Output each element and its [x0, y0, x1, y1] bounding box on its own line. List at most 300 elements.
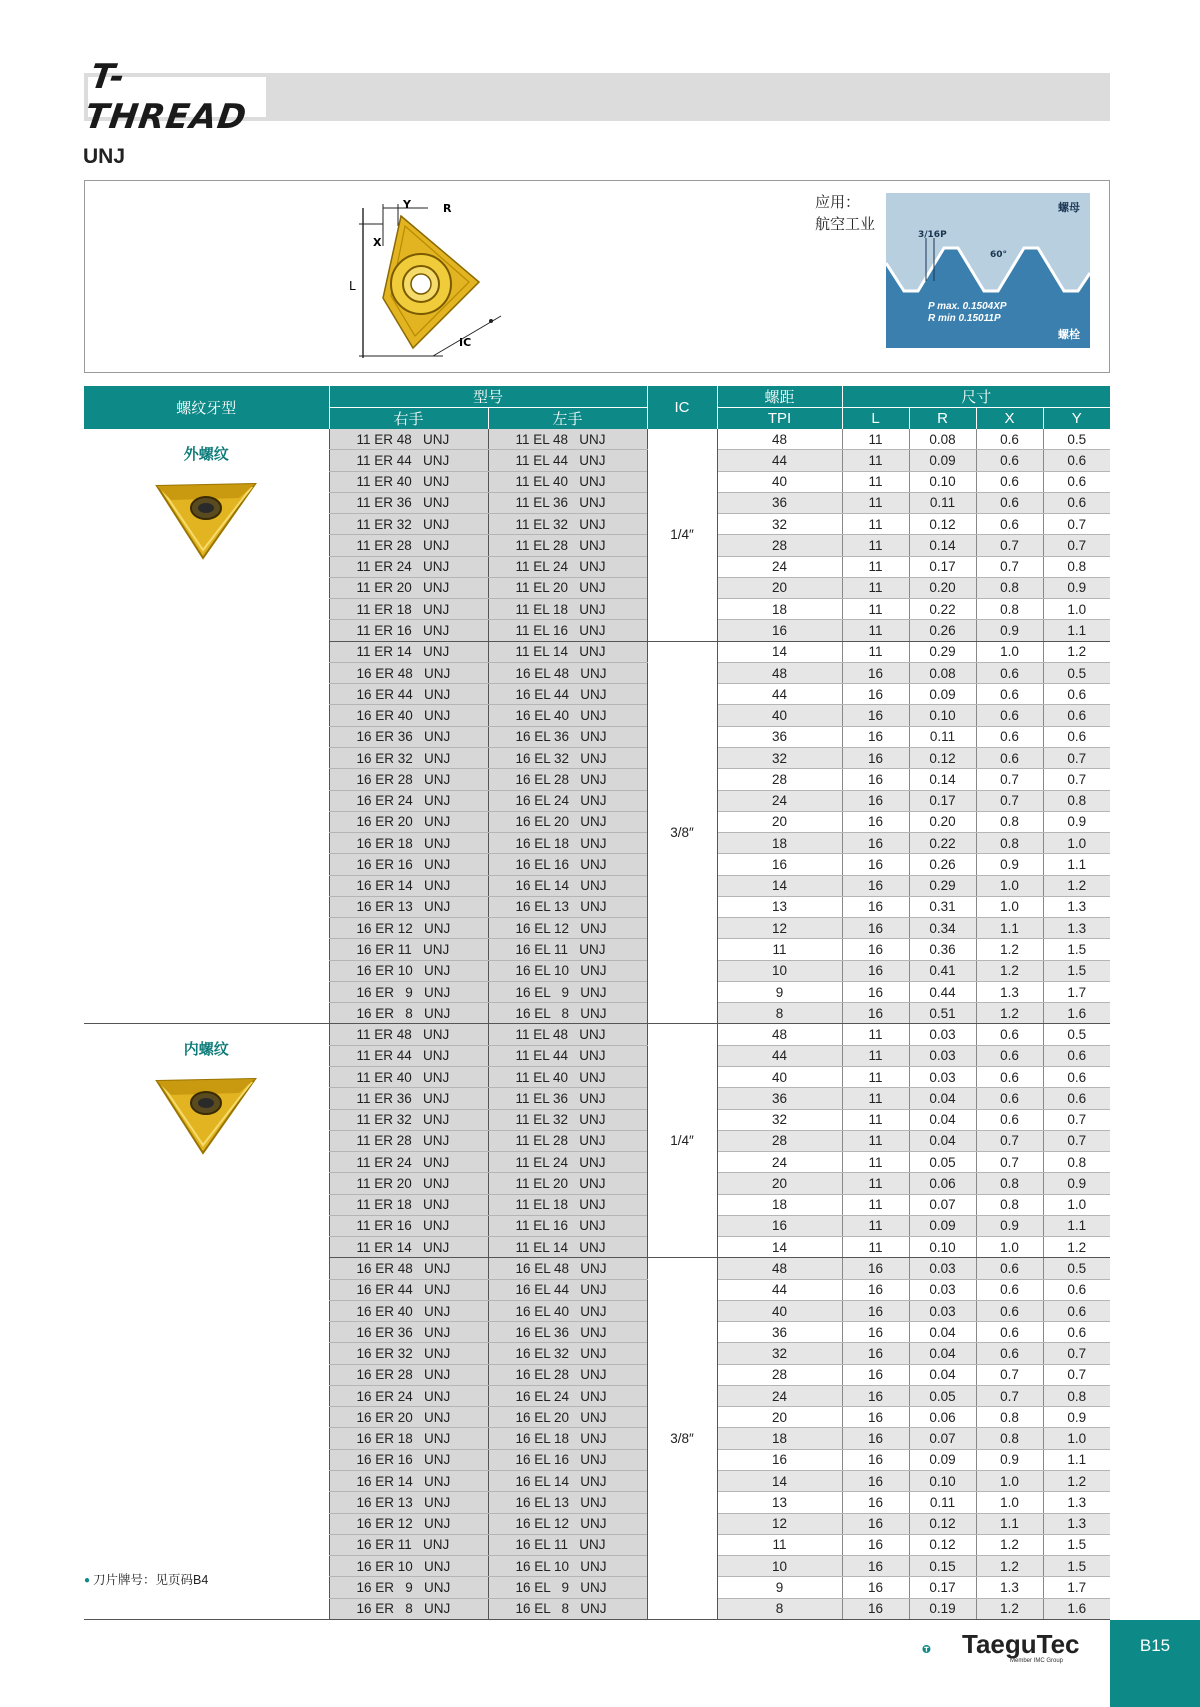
r-value: 0.12 — [909, 1534, 976, 1555]
table-row — [84, 429, 1110, 450]
l-value: 16 — [842, 939, 909, 960]
l-value: 11 — [842, 1109, 909, 1130]
page-title: UNJ — [83, 145, 126, 168]
l-value: 16 — [842, 833, 909, 854]
right-hand-model: 16 ER 32 UNJ — [329, 747, 488, 768]
r-value: 0.12 — [909, 514, 976, 535]
right-hand-model: 11 ER 20 UNJ — [329, 577, 488, 598]
left-hand-model: 11 EL 28 UNJ — [488, 1130, 647, 1151]
y-value: 0.9 — [1043, 1407, 1110, 1428]
ic-cell: 3/8″ — [647, 641, 717, 1024]
tpi-value: 14 — [717, 641, 842, 662]
left-hand-model: 11 EL 48 UNJ — [488, 1024, 647, 1045]
left-hand-model: 16 EL 10 UNJ — [488, 960, 647, 981]
right-hand-model: 11 ER 32 UNJ — [329, 514, 488, 535]
r-value: 0.14 — [909, 535, 976, 556]
insert-icon — [151, 1071, 261, 1161]
left-hand-model: 11 EL 20 UNJ — [488, 577, 647, 598]
left-hand-model: 16 EL 16 UNJ — [488, 1449, 647, 1470]
tpi-value: 36 — [717, 726, 842, 747]
left-hand-model: 16 EL 9 UNJ — [488, 1577, 647, 1598]
y-value: 1.7 — [1043, 1577, 1110, 1598]
l-value: 16 — [842, 1364, 909, 1385]
tpi-value: 8 — [717, 1003, 842, 1024]
y-value: 1.6 — [1043, 1598, 1110, 1619]
right-hand-model: 16 ER 40 UNJ — [329, 1300, 488, 1321]
y-value: 1.2 — [1043, 1237, 1110, 1258]
r-value: 0.04 — [909, 1088, 976, 1109]
l-value: 11 — [842, 514, 909, 535]
y-value: 1.5 — [1043, 960, 1110, 981]
left-hand-model: 16 EL 40 UNJ — [488, 1300, 647, 1321]
th-ic: IC — [647, 386, 717, 429]
right-hand-model: 16 ER 44 UNJ — [329, 684, 488, 705]
y-value: 1.0 — [1043, 833, 1110, 854]
left-hand-model: 16 EL 13 UNJ — [488, 896, 647, 917]
tpi-value: 20 — [717, 577, 842, 598]
y-value: 0.5 — [1043, 662, 1110, 683]
l-value: 11 — [842, 1215, 909, 1236]
left-hand-model: 16 EL 24 UNJ — [488, 790, 647, 811]
l-value: 16 — [842, 1258, 909, 1279]
y-value: 1.1 — [1043, 620, 1110, 641]
l-value: 11 — [842, 1237, 909, 1258]
x-value: 0.6 — [976, 1258, 1043, 1279]
y-value: 0.5 — [1043, 1024, 1110, 1045]
tpi-value: 24 — [717, 1385, 842, 1406]
taegutec-logo-icon — [922, 1627, 962, 1671]
tpi-value: 14 — [717, 1471, 842, 1492]
l-value: 16 — [842, 747, 909, 768]
r-value: 0.06 — [909, 1407, 976, 1428]
r-value: 0.12 — [909, 1513, 976, 1534]
r-value: 0.04 — [909, 1130, 976, 1151]
l-value: 16 — [842, 1577, 909, 1598]
table-row — [84, 1024, 1110, 1045]
tpi-value: 8 — [717, 1598, 842, 1619]
r-value: 0.04 — [909, 1364, 976, 1385]
l-value: 16 — [842, 811, 909, 832]
l-value: 16 — [842, 705, 909, 726]
tpi-value: 40 — [717, 705, 842, 726]
tpi-value: 32 — [717, 747, 842, 768]
right-hand-model: 16 ER 12 UNJ — [329, 1513, 488, 1534]
r-value: 0.10 — [909, 1471, 976, 1492]
l-value: 11 — [842, 429, 909, 450]
ic-cell: 3/8″ — [647, 1258, 717, 1620]
r-value: 0.06 — [909, 1173, 976, 1194]
x-value: 0.6 — [976, 492, 1043, 513]
l-value: 11 — [842, 1173, 909, 1194]
x-value: 0.6 — [976, 1045, 1043, 1066]
tpi-value: 20 — [717, 811, 842, 832]
right-hand-model: 16 ER 20 UNJ — [329, 811, 488, 832]
r-value: 0.05 — [909, 1152, 976, 1173]
left-hand-model: 16 EL 12 UNJ — [488, 918, 647, 939]
thread-formula — [928, 301, 1007, 325]
bullet-icon: ● — [84, 1575, 91, 1587]
left-hand-model: 16 EL 13 UNJ — [488, 1492, 647, 1513]
right-hand-model: 16 ER 10 UNJ — [329, 960, 488, 981]
left-hand-model: 16 EL 11 UNJ — [488, 1534, 647, 1555]
left-hand-model: 11 EL 44 UNJ — [488, 1045, 647, 1066]
ic-cell: 1/4″ — [647, 429, 717, 641]
right-hand-model: 11 ER 36 UNJ — [329, 1088, 488, 1109]
left-hand-model: 16 EL 9 UNJ — [488, 981, 647, 1002]
r-value: 0.34 — [909, 918, 976, 939]
th-thread-type: 螺纹牙型 — [84, 386, 329, 429]
l-value: 16 — [842, 1300, 909, 1321]
r-value: 0.31 — [909, 896, 976, 917]
left-hand-model: 16 EL 20 UNJ — [488, 1407, 647, 1428]
right-hand-model: 16 ER 36 UNJ — [329, 1322, 488, 1343]
y-value: 0.6 — [1043, 450, 1110, 471]
x-value: 1.1 — [976, 918, 1043, 939]
y-value: 0.6 — [1043, 1322, 1110, 1343]
right-hand-model: 16 ER 18 UNJ — [329, 833, 488, 854]
r-value: 0.20 — [909, 811, 976, 832]
right-hand-model: 16 ER 16 UNJ — [329, 1449, 488, 1470]
right-hand-model: 11 ER 48 UNJ — [329, 429, 488, 450]
thread-type-cell — [84, 1024, 329, 1619]
y-value: 0.6 — [1043, 705, 1110, 726]
tpi-value: 14 — [717, 1237, 842, 1258]
r-value: 0.20 — [909, 577, 976, 598]
tpi-value: 40 — [717, 471, 842, 492]
right-hand-model: 11 ER 48 UNJ — [329, 1024, 488, 1045]
l-value: 16 — [842, 960, 909, 981]
x-value: 0.6 — [976, 747, 1043, 768]
x-value: 0.6 — [976, 1088, 1043, 1109]
y-value: 0.6 — [1043, 726, 1110, 747]
x-value: 0.6 — [976, 1024, 1043, 1045]
y-value: 0.6 — [1043, 1045, 1110, 1066]
y-value: 0.9 — [1043, 811, 1110, 832]
r-value: 0.26 — [909, 854, 976, 875]
l-value: 16 — [842, 1471, 909, 1492]
left-hand-model: 11 EL 14 UNJ — [488, 1237, 647, 1258]
right-hand-model: 16 ER 9 UNJ — [329, 1577, 488, 1598]
l-value: 16 — [842, 1598, 909, 1619]
tpi-value: 16 — [717, 620, 842, 641]
r-value: 0.17 — [909, 556, 976, 577]
tpi-value: 16 — [717, 1449, 842, 1470]
l-value: 11 — [842, 492, 909, 513]
r-value: 0.19 — [909, 1598, 976, 1619]
l-value: 11 — [842, 450, 909, 471]
tpi-value: 11 — [717, 939, 842, 960]
dim-r-label: R — [443, 202, 452, 215]
left-hand-model: 11 EL 24 UNJ — [488, 1152, 647, 1173]
x-value: 0.7 — [976, 769, 1043, 790]
y-value: 1.1 — [1043, 1215, 1110, 1236]
formula-max: P max. 0.1504XP — [928, 301, 1007, 312]
r-value: 0.11 — [909, 1492, 976, 1513]
left-hand-model: 16 EL 20 UNJ — [488, 811, 647, 832]
left-hand-model: 11 EL 18 UNJ — [488, 1194, 647, 1215]
l-value: 16 — [842, 1428, 909, 1449]
l-value: 16 — [842, 1407, 909, 1428]
r-value: 0.03 — [909, 1300, 976, 1321]
tpi-value: 48 — [717, 662, 842, 683]
x-value: 1.3 — [976, 981, 1043, 1002]
x-value: 1.2 — [976, 1534, 1043, 1555]
tpi-value: 32 — [717, 1109, 842, 1130]
left-hand-model: 11 EL 24 UNJ — [488, 556, 647, 577]
right-hand-model: 16 ER 40 UNJ — [329, 705, 488, 726]
left-hand-model: 16 EL 40 UNJ — [488, 705, 647, 726]
right-hand-model: 16 ER 14 UNJ — [329, 875, 488, 896]
l-value: 11 — [842, 1152, 909, 1173]
right-hand-model: 11 ER 40 UNJ — [329, 471, 488, 492]
tpi-value: 24 — [717, 1152, 842, 1173]
right-hand-model: 16 ER 48 UNJ — [329, 662, 488, 683]
tpi-value: 9 — [717, 1577, 842, 1598]
l-value: 11 — [842, 577, 909, 598]
left-hand-model: 16 EL 12 UNJ — [488, 1513, 647, 1534]
thread-type-cell — [84, 429, 329, 1024]
l-value: 16 — [842, 896, 909, 917]
y-value: 0.5 — [1043, 1258, 1110, 1279]
x-value: 0.6 — [976, 1109, 1043, 1130]
left-hand-model: 11 EL 48 UNJ — [488, 429, 647, 450]
left-hand-model: 16 EL 28 UNJ — [488, 769, 647, 790]
y-value: 1.0 — [1043, 1194, 1110, 1215]
insert-dimension-drawing — [313, 186, 513, 366]
left-hand-model: 16 EL 18 UNJ — [488, 833, 647, 854]
dim-y-label: Y — [403, 198, 411, 211]
x-value: 0.8 — [976, 577, 1043, 598]
right-hand-model: 16 ER 18 UNJ — [329, 1428, 488, 1449]
x-value: 0.6 — [976, 684, 1043, 705]
y-value: 0.8 — [1043, 790, 1110, 811]
left-hand-model: 11 EL 32 UNJ — [488, 514, 647, 535]
thread-profile-diagram — [886, 193, 1090, 348]
left-hand-model: 16 EL 48 UNJ — [488, 662, 647, 683]
x-value: 0.7 — [976, 790, 1043, 811]
right-hand-model: 11 ER 36 UNJ — [329, 492, 488, 513]
tpi-value: 12 — [717, 918, 842, 939]
r-value: 0.04 — [909, 1109, 976, 1130]
r-value: 0.15 — [909, 1556, 976, 1577]
tpi-value: 18 — [717, 1428, 842, 1449]
left-hand-model: 11 EL 18 UNJ — [488, 599, 647, 620]
x-value: 0.8 — [976, 1173, 1043, 1194]
application-label: 应用： — [815, 194, 861, 211]
dim-l-label: L — [349, 279, 356, 293]
right-hand-model: 11 ER 28 UNJ — [329, 1130, 488, 1151]
l-value: 16 — [842, 981, 909, 1002]
left-hand-model: 11 EL 32 UNJ — [488, 1109, 647, 1130]
r-value: 0.04 — [909, 1343, 976, 1364]
tpi-value: 12 — [717, 1513, 842, 1534]
unj-spec-table — [84, 386, 1110, 1620]
y-value: 1.1 — [1043, 1449, 1110, 1470]
tpi-value: 48 — [717, 1258, 842, 1279]
right-hand-model: 16 ER 11 UNJ — [329, 1534, 488, 1555]
right-hand-model: 16 ER 13 UNJ — [329, 896, 488, 917]
x-value: 0.6 — [976, 450, 1043, 471]
tpi-value: 10 — [717, 960, 842, 981]
tpi-value: 14 — [717, 875, 842, 896]
l-value: 11 — [842, 1088, 909, 1109]
x-value: 0.7 — [976, 1130, 1043, 1151]
x-value: 0.9 — [976, 854, 1043, 875]
y-value: 1.3 — [1043, 1492, 1110, 1513]
x-value: 1.2 — [976, 960, 1043, 981]
left-hand-model: 16 EL 44 UNJ — [488, 684, 647, 705]
right-hand-model: 11 ER 20 UNJ — [329, 1173, 488, 1194]
l-value: 16 — [842, 1385, 909, 1406]
tpi-value: 18 — [717, 599, 842, 620]
th-L: L — [842, 408, 909, 430]
x-value: 1.0 — [976, 641, 1043, 662]
right-hand-model: 11 ER 14 UNJ — [329, 641, 488, 662]
tpi-value: 44 — [717, 1045, 842, 1066]
right-hand-model: 11 ER 32 UNJ — [329, 1109, 488, 1130]
left-hand-model: 16 EL 44 UNJ — [488, 1279, 647, 1300]
x-value: 0.7 — [976, 556, 1043, 577]
l-value: 11 — [842, 641, 909, 662]
r-value: 0.12 — [909, 747, 976, 768]
x-value: 0.8 — [976, 1428, 1043, 1449]
logo-text: T-THREAD — [82, 57, 250, 137]
r-value: 0.22 — [909, 833, 976, 854]
tpi-value: 44 — [717, 450, 842, 471]
page-number: B15 — [1139, 1636, 1171, 1655]
tpi-value: 18 — [717, 1194, 842, 1215]
th-right-hand: 右手 — [329, 408, 488, 430]
tpi-value: 28 — [717, 535, 842, 556]
left-hand-model: 16 EL 8 UNJ — [488, 1598, 647, 1619]
r-value: 0.03 — [909, 1024, 976, 1045]
x-value: 1.2 — [976, 1003, 1043, 1024]
right-hand-model: 16 ER 24 UNJ — [329, 790, 488, 811]
left-hand-model: 16 EL 14 UNJ — [488, 1471, 647, 1492]
y-value: 1.3 — [1043, 1513, 1110, 1534]
tpi-value: 28 — [717, 769, 842, 790]
right-hand-model: 16 ER 48 UNJ — [329, 1258, 488, 1279]
tpi-value: 40 — [717, 1066, 842, 1087]
tpi-value: 13 — [717, 896, 842, 917]
x-value: 1.0 — [976, 1492, 1043, 1513]
x-value: 0.7 — [976, 1364, 1043, 1385]
x-value: 1.0 — [976, 896, 1043, 917]
y-value: 1.0 — [1043, 1428, 1110, 1449]
l-value: 16 — [842, 1513, 909, 1534]
left-hand-model: 11 EL 14 UNJ — [488, 641, 647, 662]
application-block — [815, 192, 875, 236]
y-value: 0.6 — [1043, 1300, 1110, 1321]
tpi-value: 10 — [717, 1556, 842, 1577]
y-value: 0.6 — [1043, 1066, 1110, 1087]
l-value: 11 — [842, 1066, 909, 1087]
r-value: 0.03 — [909, 1045, 976, 1066]
tpi-value: 18 — [717, 833, 842, 854]
r-value: 0.09 — [909, 1449, 976, 1470]
tpi-value: 48 — [717, 429, 842, 450]
l-value: 11 — [842, 1024, 909, 1045]
left-hand-model: 11 EL 40 UNJ — [488, 1066, 647, 1087]
r-value: 0.10 — [909, 471, 976, 492]
y-value: 0.7 — [1043, 769, 1110, 790]
right-hand-model: 11 ER 44 UNJ — [329, 1045, 488, 1066]
x-value: 1.2 — [976, 1598, 1043, 1619]
y-value: 1.6 — [1043, 1003, 1110, 1024]
left-hand-model: 16 EL 32 UNJ — [488, 1343, 647, 1364]
r-value: 0.11 — [909, 492, 976, 513]
y-value: 1.5 — [1043, 1534, 1110, 1555]
r-value: 0.17 — [909, 790, 976, 811]
y-value: 1.2 — [1043, 875, 1110, 896]
x-value: 0.9 — [976, 1449, 1043, 1470]
r-value: 0.11 — [909, 726, 976, 747]
t-thread-logo — [82, 57, 266, 137]
l-value: 16 — [842, 790, 909, 811]
left-hand-model: 11 EL 28 UNJ — [488, 535, 647, 556]
l-value: 11 — [842, 556, 909, 577]
left-hand-model: 11 EL 20 UNJ — [488, 1173, 647, 1194]
tpi-value: 20 — [717, 1173, 842, 1194]
tpi-value: 9 — [717, 981, 842, 1002]
right-hand-model: 16 ER 14 UNJ — [329, 1471, 488, 1492]
th-size: 尺寸 — [842, 386, 1110, 408]
y-value: 0.6 — [1043, 492, 1110, 513]
right-hand-model: 16 ER 16 UNJ — [329, 854, 488, 875]
footnote-text: 刀片牌号：见页码B4 — [93, 1573, 209, 1587]
r-value: 0.17 — [909, 1577, 976, 1598]
tpi-value: 16 — [717, 854, 842, 875]
x-value: 0.7 — [976, 1385, 1043, 1406]
y-value: 0.7 — [1043, 1343, 1110, 1364]
r-value: 0.10 — [909, 705, 976, 726]
x-value: 0.6 — [976, 705, 1043, 726]
x-value: 0.6 — [976, 1279, 1043, 1300]
y-value: 1.3 — [1043, 896, 1110, 917]
y-value: 1.7 — [1043, 981, 1110, 1002]
l-value: 11 — [842, 471, 909, 492]
y-value: 1.2 — [1043, 1471, 1110, 1492]
l-value: 16 — [842, 1492, 909, 1513]
r-value: 0.05 — [909, 1385, 976, 1406]
right-hand-model: 16 ER 8 UNJ — [329, 1598, 488, 1619]
x-value: 0.7 — [976, 1152, 1043, 1173]
l-value: 11 — [842, 599, 909, 620]
left-hand-model: 16 EL 32 UNJ — [488, 747, 647, 768]
right-hand-model: 11 ER 40 UNJ — [329, 1066, 488, 1087]
left-hand-model: 11 EL 36 UNJ — [488, 492, 647, 513]
right-hand-model: 16 ER 9 UNJ — [329, 981, 488, 1002]
left-hand-model: 11 EL 16 UNJ — [488, 1215, 647, 1236]
r-value: 0.26 — [909, 620, 976, 641]
left-hand-model: 16 EL 24 UNJ — [488, 1385, 647, 1406]
right-hand-model: 16 ER 11 UNJ — [329, 939, 488, 960]
x-value: 1.0 — [976, 1471, 1043, 1492]
pitch-label: 3/16P — [918, 230, 947, 240]
tpi-value: 44 — [717, 684, 842, 705]
x-value: 0.8 — [976, 833, 1043, 854]
tpi-value: 28 — [717, 1364, 842, 1385]
th-pitch: 螺距 — [717, 386, 842, 408]
right-hand-model: 11 ER 16 UNJ — [329, 1215, 488, 1236]
l-value: 16 — [842, 769, 909, 790]
y-value: 0.7 — [1043, 535, 1110, 556]
r-value: 0.44 — [909, 981, 976, 1002]
x-value: 0.6 — [976, 1066, 1043, 1087]
x-value: 0.6 — [976, 471, 1043, 492]
x-value: 0.6 — [976, 726, 1043, 747]
tpi-value: 24 — [717, 556, 842, 577]
